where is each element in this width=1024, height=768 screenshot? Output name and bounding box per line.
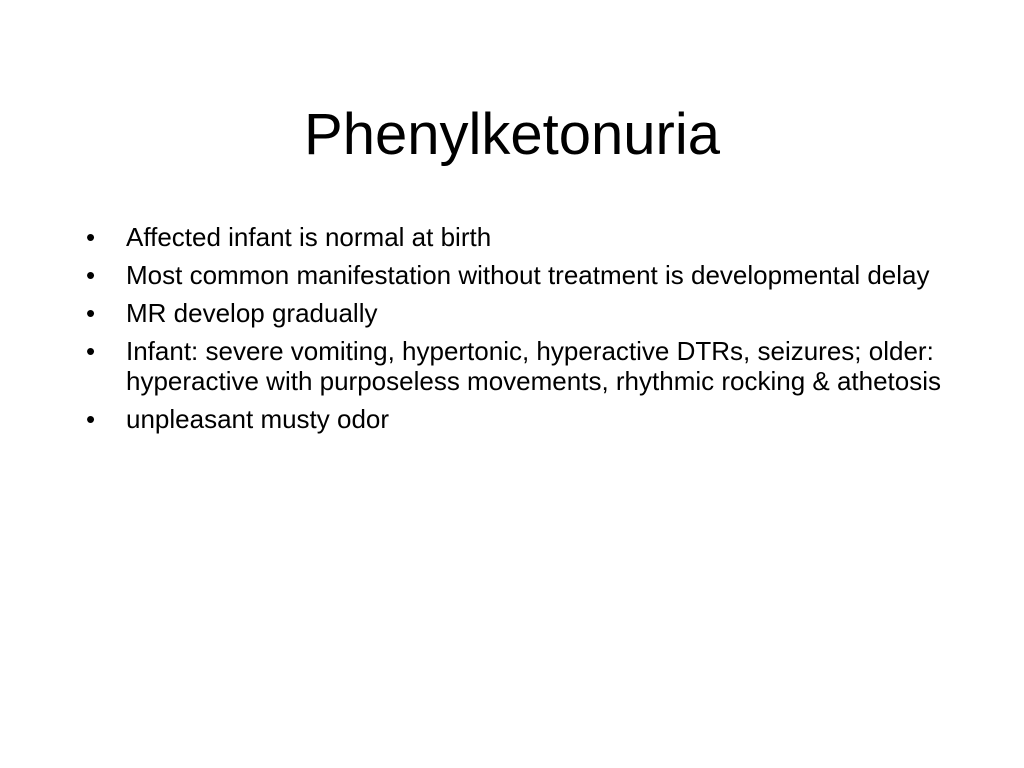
bullet-icon: •: [86, 336, 96, 366]
bullet-text: Affected infant is normal at birth: [126, 222, 492, 252]
bullet-item: [86, 404, 966, 434]
bullet-text: MR develop gradually: [126, 298, 378, 328]
bullet-item: [86, 336, 966, 396]
bullet-text: Most common manifestation without treatment is developmental delay: [126, 260, 930, 290]
slide-title: Phenylketonuria: [304, 102, 720, 167]
bullet-item: [86, 222, 966, 252]
bullet-list: [86, 222, 966, 442]
bullet-text: unpleasant musty odor: [126, 404, 390, 434]
bullet-icon: •: [86, 298, 96, 328]
bullet-item: [86, 260, 966, 290]
bullet-icon: •: [86, 222, 96, 252]
bullet-text: Infant: severe vomiting, hypertonic, hyperactive DTRs, seizures; older: hyperactive with purposeless movements, rhythmic rocking & athetosis: [126, 336, 942, 396]
bullet-icon: •: [86, 260, 96, 290]
bullet-item: [86, 298, 966, 328]
bullet-icon: •: [86, 404, 96, 434]
